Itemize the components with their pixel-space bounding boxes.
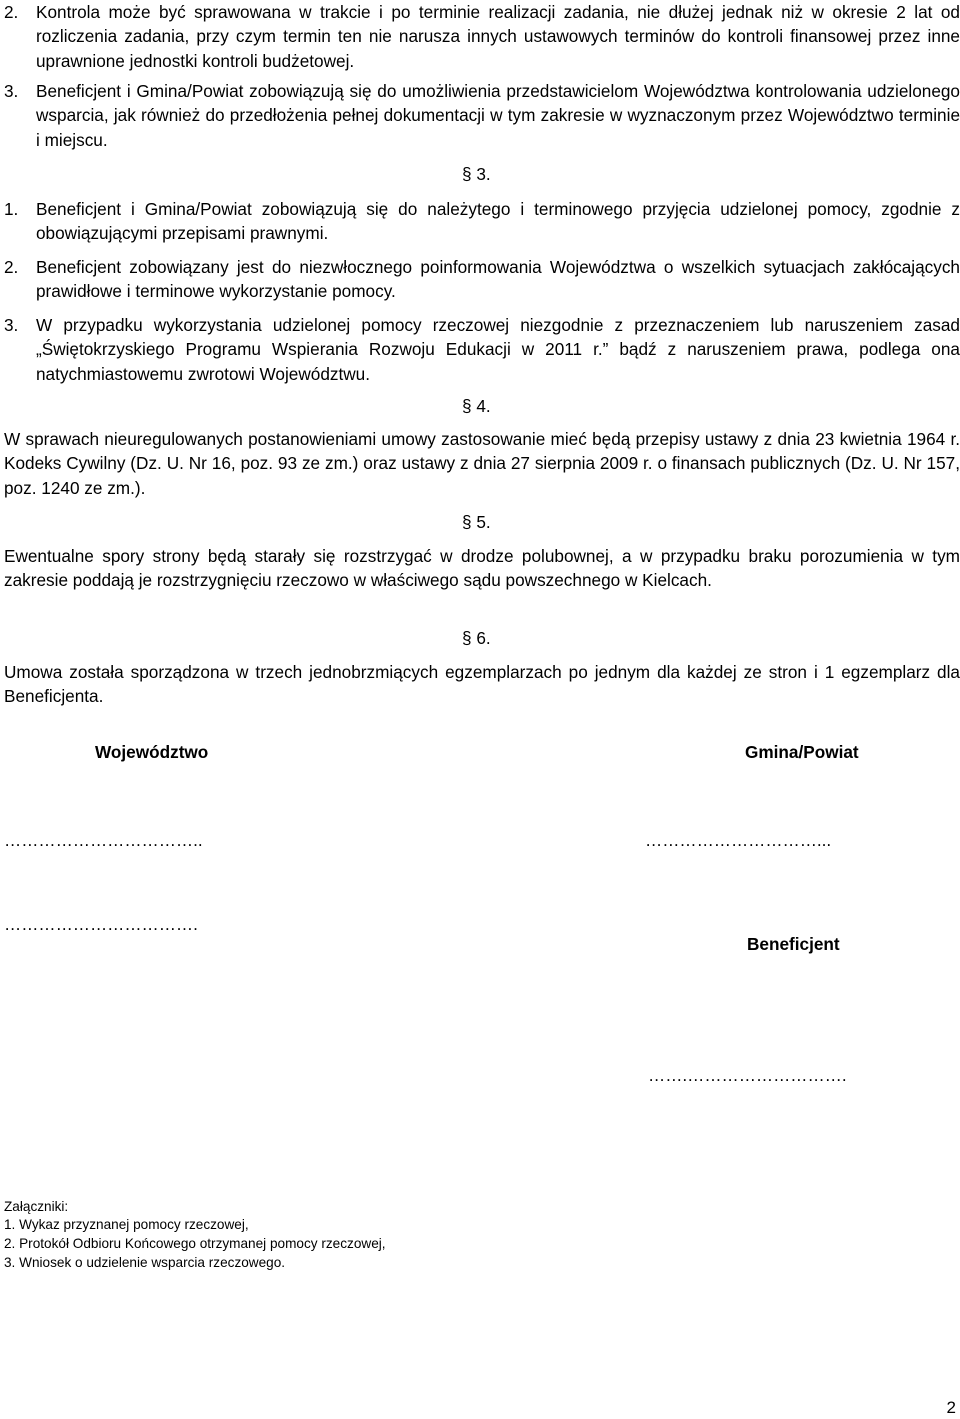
paragraph-section-6: Umowa została sporządzona w trzech jednobrzmiących egzemplarzach po jednym dla każdej ze stron i 1 egzemplarz dla Beneficjenta. bbox=[4, 662, 960, 707]
item-text: Kontrola może być sprawowana w trakcie i po terminie realizacji zadania, nie dłużej jednak niż w okresie 2 lat od rozliczenia zadania, przy czym termin ten nie narusza innych ustawowych terminów do kontroli finansowej przez inne uprawnione jednostki kontroli budżetowej. bbox=[36, 2, 960, 71]
paragraph-item-2 bbox=[4, 0, 960, 73]
paragraph-item-3 bbox=[4, 313, 960, 386]
item-number: 1. bbox=[4, 199, 19, 219]
item-text: Beneficjent zobowiązany jest do niezwłocznego poinformowania Województwa o wszelkich sytuacjach zakłócających prawidłowe i terminowe wykorzystanie pomocy. bbox=[36, 257, 960, 302]
paragraph-item-2 bbox=[4, 255, 960, 304]
paragraph-item-1 bbox=[4, 197, 960, 246]
paragraph-item-3 bbox=[4, 79, 960, 152]
signature-line: …….………………………. bbox=[648, 1065, 847, 1085]
item-number: 2. bbox=[4, 2, 19, 22]
section-heading-3: § 3. bbox=[462, 164, 491, 184]
page-number: 2 bbox=[946, 1398, 956, 1417]
item-number: 3. bbox=[4, 81, 19, 101]
signature-line: …………………………….. bbox=[4, 830, 203, 850]
attachments-heading: Załączniki: bbox=[4, 1199, 69, 1214]
item-number: 3. bbox=[4, 315, 19, 335]
signature-line: ……………………………. bbox=[4, 914, 198, 934]
signature-label-wojewodztwo: Województwo bbox=[95, 742, 209, 762]
paragraph-section-4: W sprawach nieuregulowanych postanowieniami umowy zastosowanie mieć będą przepisy ustawy z dnia 23 kwietnia 1964 r. Kodeks Cywilny (Dz. U. Nr 16, poz. 93 ze zm.) oraz ustawy z dnia 27 sierpnia 2009 r. o finansach publicznych (Dz. U. Nr 157, poz. 1240 ze zm.). bbox=[4, 429, 960, 498]
item-text: W przypadku wykorzystania udzielonej pomocy rzeczowej niezgodnie z przeznaczeniem lub naruszeniem zasad „Świętokrzyskiego Programu Wspierania Rozwoju Edukacji w 2011 r.” bądź z naruszeniem prawa, podlega ona natychmiastowemu zwrotowi Województwu. bbox=[36, 315, 960, 384]
section-heading-5: § 5. bbox=[462, 512, 491, 532]
signature-line: …………………………... bbox=[645, 830, 832, 850]
signature-label-gmina-powiat: Gmina/Powiat bbox=[745, 742, 859, 762]
signature-label-beneficjent: Beneficjent bbox=[747, 934, 840, 954]
item-number: 2. bbox=[4, 257, 19, 277]
section-heading-6: § 6. bbox=[462, 628, 491, 648]
paragraph-section-5: Ewentualne spory strony będą starały się rozstrzygać w drodze polubownej, a w przypadku braku porozumienia w tym zakresie poddają je rozstrzygnięciu rzeczowo w właściwego sądu powszechnego w Kielcach. bbox=[4, 546, 960, 591]
item-text: Beneficjent i Gmina/Powiat zobowiązują się do umożliwienia przedstawicielom Województwa kontrolowania udzielonego wsparcia, jak również do przedłożenia pełnej dokumentacji w tym zakresie w wyznaczonym przez Województwo terminie i miejscu. bbox=[36, 81, 960, 150]
item-text: Beneficjent i Gmina/Powiat zobowiązują się do należytego i terminowego przyjęcia udzielonej pomocy, zgodnie z obowiązującymi przepisami prawnymi. bbox=[36, 199, 960, 244]
attachment-item: 3. Wniosek o udzielenie wsparcia rzeczowego. bbox=[4, 1255, 286, 1270]
attachment-item: 2. Protokół Odbioru Końcowego otrzymanej pomocy rzeczowej, bbox=[4, 1236, 386, 1251]
attachment-item: 1. Wykaz przyznanej pomocy rzeczowej, bbox=[4, 1217, 249, 1232]
section-heading-4: § 4. bbox=[462, 396, 491, 416]
